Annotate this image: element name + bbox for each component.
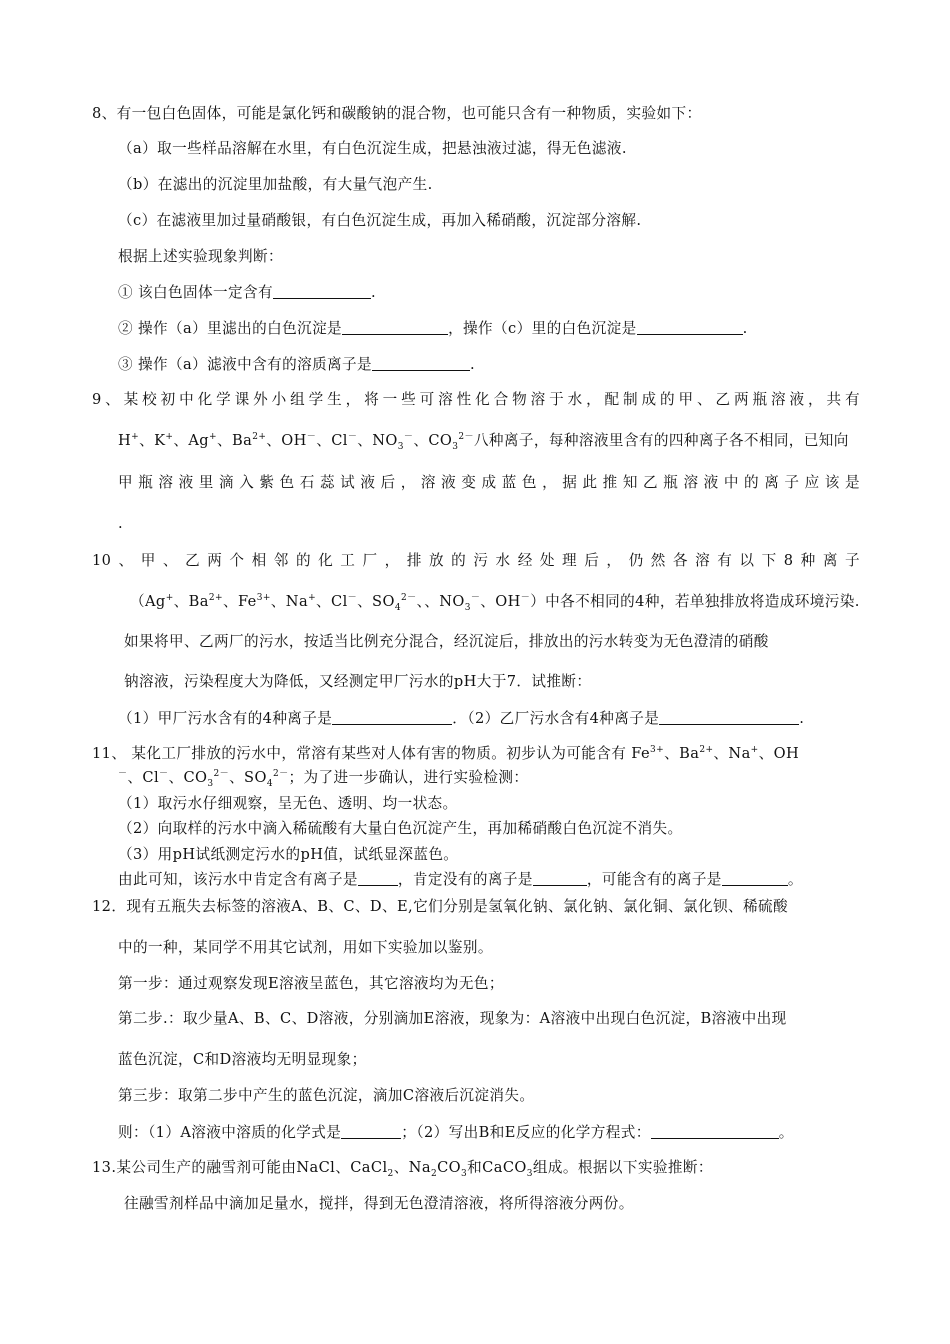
q11-step-1: （1）取污水仔细观察，呈无色、透明、均一状态。 (118, 795, 458, 812)
q9-line-2: H+、K+、Ag+、$Ba^{2+}$、OH－、Cl－、$NO_3^-$、$CO_3^{2-}$八种离子，每种溶液里含有的四种离子各不相同，已知向 (118, 432, 849, 452)
answer-blank[interactable] (533, 870, 587, 886)
q12-step-2b: 蓝色沉淀，C和D溶液均无明显现象； (118, 1051, 367, 1068)
q8-stem: 8、有一包白色固体，可能是氯化钙和碳酸钠的混合物，也可能只含有一种物质，实验如下： (92, 105, 702, 122)
answer-blank[interactable] (651, 1123, 779, 1139)
answer-blank[interactable] (341, 1123, 401, 1139)
answer-blank[interactable] (273, 283, 371, 299)
q12-step-1: 第一步：通过观察发现E溶液呈蓝色，其它溶液均为无色； (118, 975, 504, 992)
q12-line-2: 中的一种，某同学不用其它试剂，用如下实验加以鉴别。 (118, 939, 493, 956)
answer-blank[interactable] (722, 870, 788, 886)
q9-line-1: 9、某校初中化学课外小组学生，将一些可溶性化合物溶于水，配制成的甲、乙两瓶溶液，共有 (92, 391, 860, 408)
q8-judge: 根据上述实验现象判断： (118, 248, 283, 265)
answer-blank[interactable] (372, 355, 470, 371)
q9-line-4: . (118, 515, 124, 532)
q8-step-b: （b）在滤出的沉淀里加盐酸，有大量气泡产生. (118, 176, 433, 193)
q8-item-1: ① 该白色固体一定含有 . (118, 284, 377, 301)
answer-blank[interactable] (358, 870, 398, 886)
q13-line-1: 13.某公司生产的融雪剂可能由NaCl、CaCl$_2$、$Na_2CO_3$和CaCO$_3$组成。根据以下实验推断： (92, 1159, 713, 1179)
q8-item-2: ② 操作（a）里滤出的白色沉淀是 ，操作（c）里的白色沉淀是 . (118, 320, 748, 337)
q11-step-3: （3）用pH试纸测定污水的pH值，试纸显深蓝色。 (118, 846, 459, 863)
q10-line-3: 如果将甲、乙两厂的污水，按适当比例充分混合，经沉淀后，排放出的污水转变为无色澄清的硝酸 (124, 633, 769, 650)
q12-question: 则：（1）A溶液中溶质的化学式是 ；（2）写出B和E反应的化学方程式： 。 (118, 1124, 794, 1141)
q11-conclusion: 由此可知，该污水中肯定含有离子是 ，肯定没有的离子是 ，可能含有的离子是 。 (118, 871, 803, 888)
q10-line-1: 10、甲、乙两个相邻的化工厂，排放的污水经处理后，仍然各溶有以下8种离子 (92, 552, 860, 569)
answer-blank[interactable] (342, 319, 448, 335)
q11-line-2: －、Cl－、$CO_3^{2-}$、$SO_4^{2-}$；为了进一步确认，进行实验检测： (118, 769, 529, 789)
q9-line-3: 甲瓶溶液里滴入紫色石蕊试液后，溶液变成蓝色，据此推知乙瓶溶液中的离子应该是 (118, 474, 860, 491)
q8-step-a: （a）取一些样品溶解在水里，有白色沉淀生成，把悬浊液过滤，得无色滤液. (118, 140, 627, 157)
answer-blank[interactable] (332, 709, 452, 725)
q11-step-2: （2）向取样的污水中滴入稀硫酸有大量白色沉淀产生，再加稀硝酸白色沉淀不消失。 (118, 820, 683, 837)
q13-line-2: 往融雪剂样品中滴加足量水，搅拌，得到无色澄清溶液，将所得溶液分两份。 (124, 1195, 634, 1212)
q12-line-1: 12．现有五瓶失去标签的溶液A、B、C、D、E,它们分别是氢氧化钠、氯化钠、氯化铜、氯化钡、稀硫酸 (92, 898, 788, 915)
q12-step-3: 第三步：取第二步中产生的蓝色沉淀，滴加C溶液后沉淀消失。 (118, 1087, 535, 1104)
answer-blank[interactable] (659, 709, 799, 725)
q12-step-2a: 第二步.：取少量A、B、C、D溶液，分别滴加E溶液，现象为：A溶液中出现白色沉淀，B溶液中出现 (118, 1010, 787, 1027)
q11-line-1: 11、 某化工厂排放的污水中，常溶有某些对人体有害的物质。初步认为可能含有 $Fe^{3+}$、$Ba^{2+}$、Na+、OH (92, 745, 800, 762)
q10-line-2: （Ag+、$Ba^{2+}$、$Fe^{3+}$、Na+、Cl－、$SO_4^{2-}$、、$NO_3^-$、OH－）中各不相同的4种，若单独排放将造成环境污染. (130, 593, 860, 613)
q8-item-3: ③ 操作（a）滤液中含有的溶质离子是 . (118, 356, 476, 373)
q10-line-5: （1）甲厂污水含有的4种离子是 ．（2）乙厂污水含有4种离子是 . (118, 710, 805, 727)
q10-line-4: 钠溶液，污染程度大为降低，又经测定甲厂污水的pH大于7．试推断： (124, 673, 592, 690)
q8-step-c: （c）在滤液里加过量硝酸银，有白色沉淀生成，再加入稀硝酸，沉淀部分溶解. (118, 212, 642, 229)
answer-blank[interactable] (637, 319, 743, 335)
